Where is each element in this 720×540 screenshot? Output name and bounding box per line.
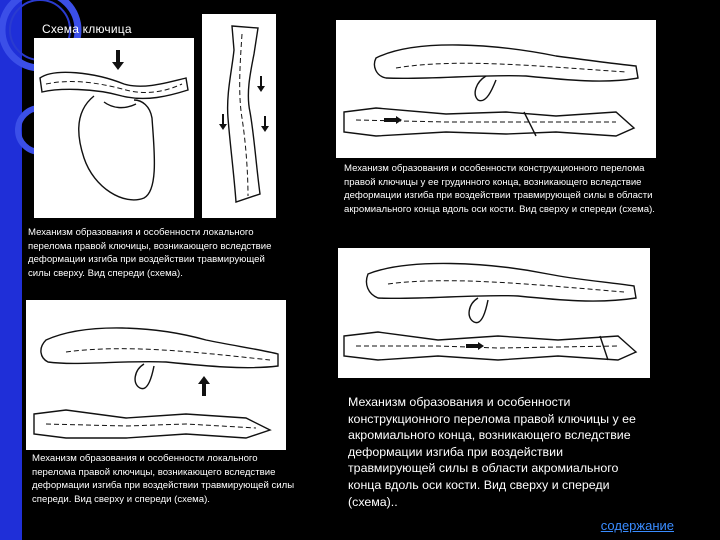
- figure-sternal-end-fracture: [336, 20, 656, 158]
- caption-top-right: Механизм образования и особенности конструкционного перелома правой ключицы у ее грудинного конца, возникающего вследствие деформации изгиба при воздействии травмирующей силы в области акромиального конца вдоль оси кости. Вид сверху и спереди (схема).: [344, 163, 655, 215]
- figure-clavicle-front-view: [34, 38, 194, 218]
- clavicle-vertical-drawing: [202, 14, 276, 218]
- slide-title: Схема ключица: [42, 22, 132, 36]
- figure-clavicle-vertical: [202, 14, 276, 218]
- caption-bottom-left: Механизм образования и особенности локального перелома правой ключицы, возникающего вследствие деформации изгиба при воздействии травмирующей силы спереди. Вид сверху и спереди (схема).: [32, 453, 295, 505]
- sternal-end-drawing: [336, 20, 656, 158]
- figure-front-force-fracture: [26, 300, 286, 450]
- front-force-drawing: [26, 300, 286, 450]
- caption-top-left: Механизм образования и особенности локального перелома правой ключицы, возникающего вследствие деформации изгиба при воздействии травмирующей силы сверху. Вид спереди (схема).: [28, 227, 272, 279]
- caption-bottom-right: Механизм образования и особенности конструкционного перелома правой ключицы у ее акромиального конца, возникающего вследствие деформации изгиба при воздействии травмирующей силы в области акромиального конца вдоль оси кости. Вид сверху и спереди (схема)..: [348, 395, 636, 509]
- figure-acromial-end-fracture: [338, 248, 650, 378]
- acromial-end-drawing: [338, 248, 650, 378]
- contents-link[interactable]: содержание: [600, 518, 674, 533]
- clavicle-front-drawing: [34, 38, 194, 218]
